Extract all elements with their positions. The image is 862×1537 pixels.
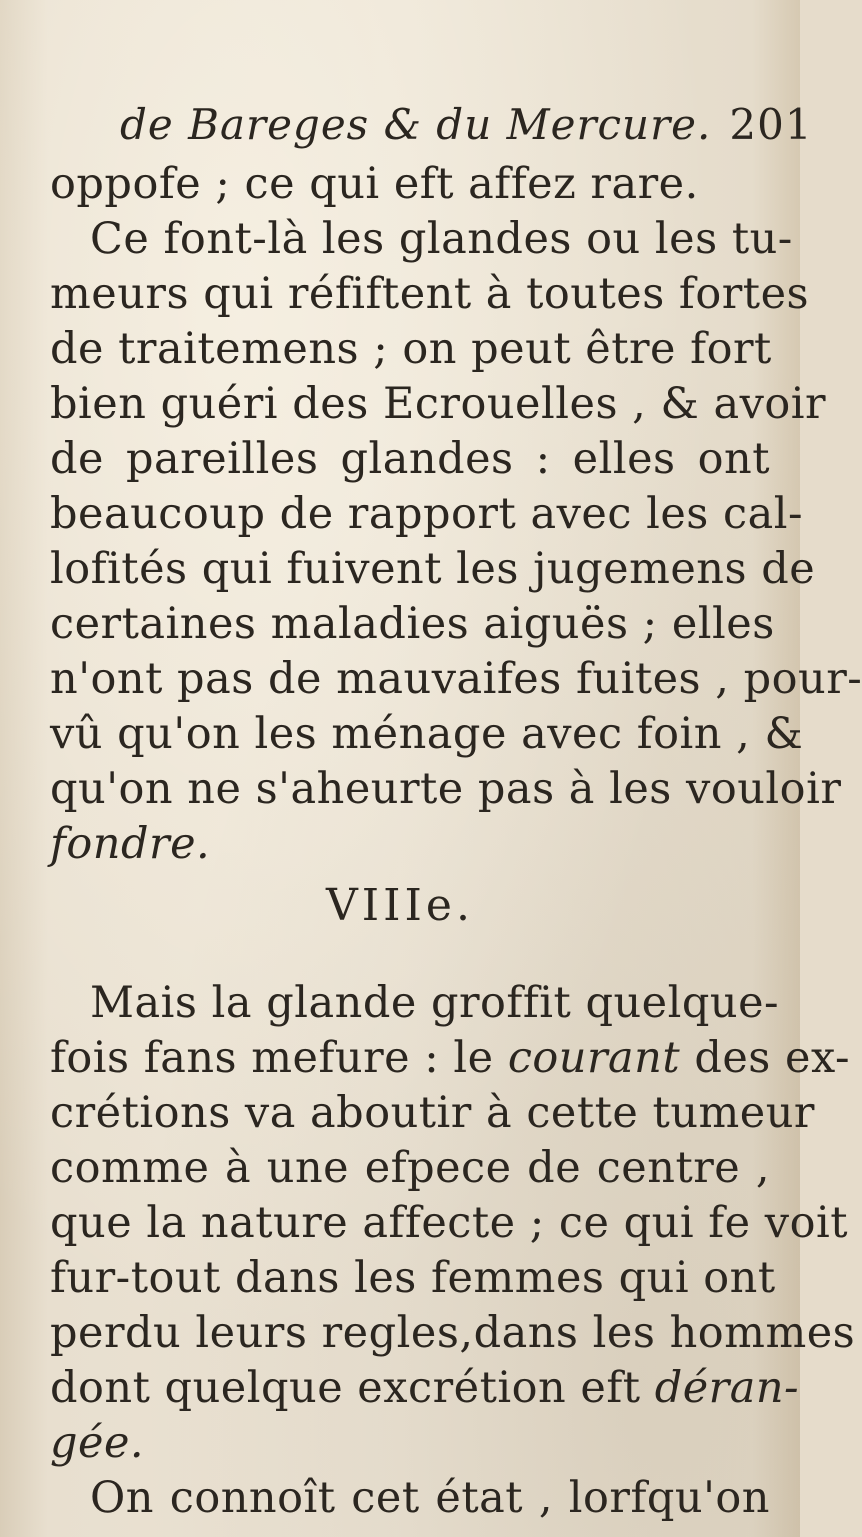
text-line: vû qu'on les ménage avec foin , & [50, 709, 804, 759]
text-line: gée. [50, 1418, 145, 1468]
text-line: que la nature affecte ; ce qui fe voit [50, 1198, 848, 1248]
italic-term: courant [507, 1033, 681, 1083]
text-line: oppofe ; ce qui eft affez rare. [50, 159, 699, 209]
text-line [50, 1030, 851, 1086]
running-title: de Bareges & du Mercure. [120, 100, 712, 149]
text-line: beaucoup de rapport avec les cal- [50, 489, 804, 539]
text-line: de pareilles glandes : elles ont [50, 434, 770, 484]
running-header [120, 100, 813, 149]
text-line: comme à une efpece de centre , [50, 1143, 770, 1193]
text-line: lofités qui fuivent les jugemens de [50, 544, 816, 594]
text-line: fondre. [50, 819, 211, 869]
text-line: perdu leurs regles,dans les hommes [50, 1308, 856, 1358]
text-line: de traitemens ; on peut être fort [50, 324, 772, 374]
section-heading: VIIIe. [326, 880, 474, 931]
text-line: Ce font-là les glandes ou les tu- [90, 214, 793, 264]
text-line: certaines maladies aiguës ; elles [50, 599, 775, 649]
text-line: meurs qui réfiftent à toutes fortes [50, 269, 810, 319]
text-segment: dont quelque excrétion eft [50, 1363, 641, 1413]
text-line: qu'on ne s'aheurte pas à les vouloir [50, 764, 842, 814]
text-line: n'ont pas de mauvaifes fuites , pour- [50, 654, 862, 704]
text-segment: fois fans mefure : le [50, 1033, 494, 1083]
italic-term: déran- [654, 1363, 800, 1413]
text-line: Mais la glande groffit quelque- [90, 978, 780, 1028]
text-line: bien guéri des Ecrouelles , & avoir [50, 379, 827, 429]
text-line: On connoît cet état , lorfqu'on [90, 1473, 770, 1523]
text-line: fur-tout dans les femmes qui ont [50, 1253, 776, 1303]
text-line [50, 1360, 800, 1416]
text-line: crétions va aboutir à cette tumeur [50, 1088, 815, 1138]
text-segment: des ex- [694, 1033, 851, 1083]
page-number: 201 [729, 100, 813, 149]
